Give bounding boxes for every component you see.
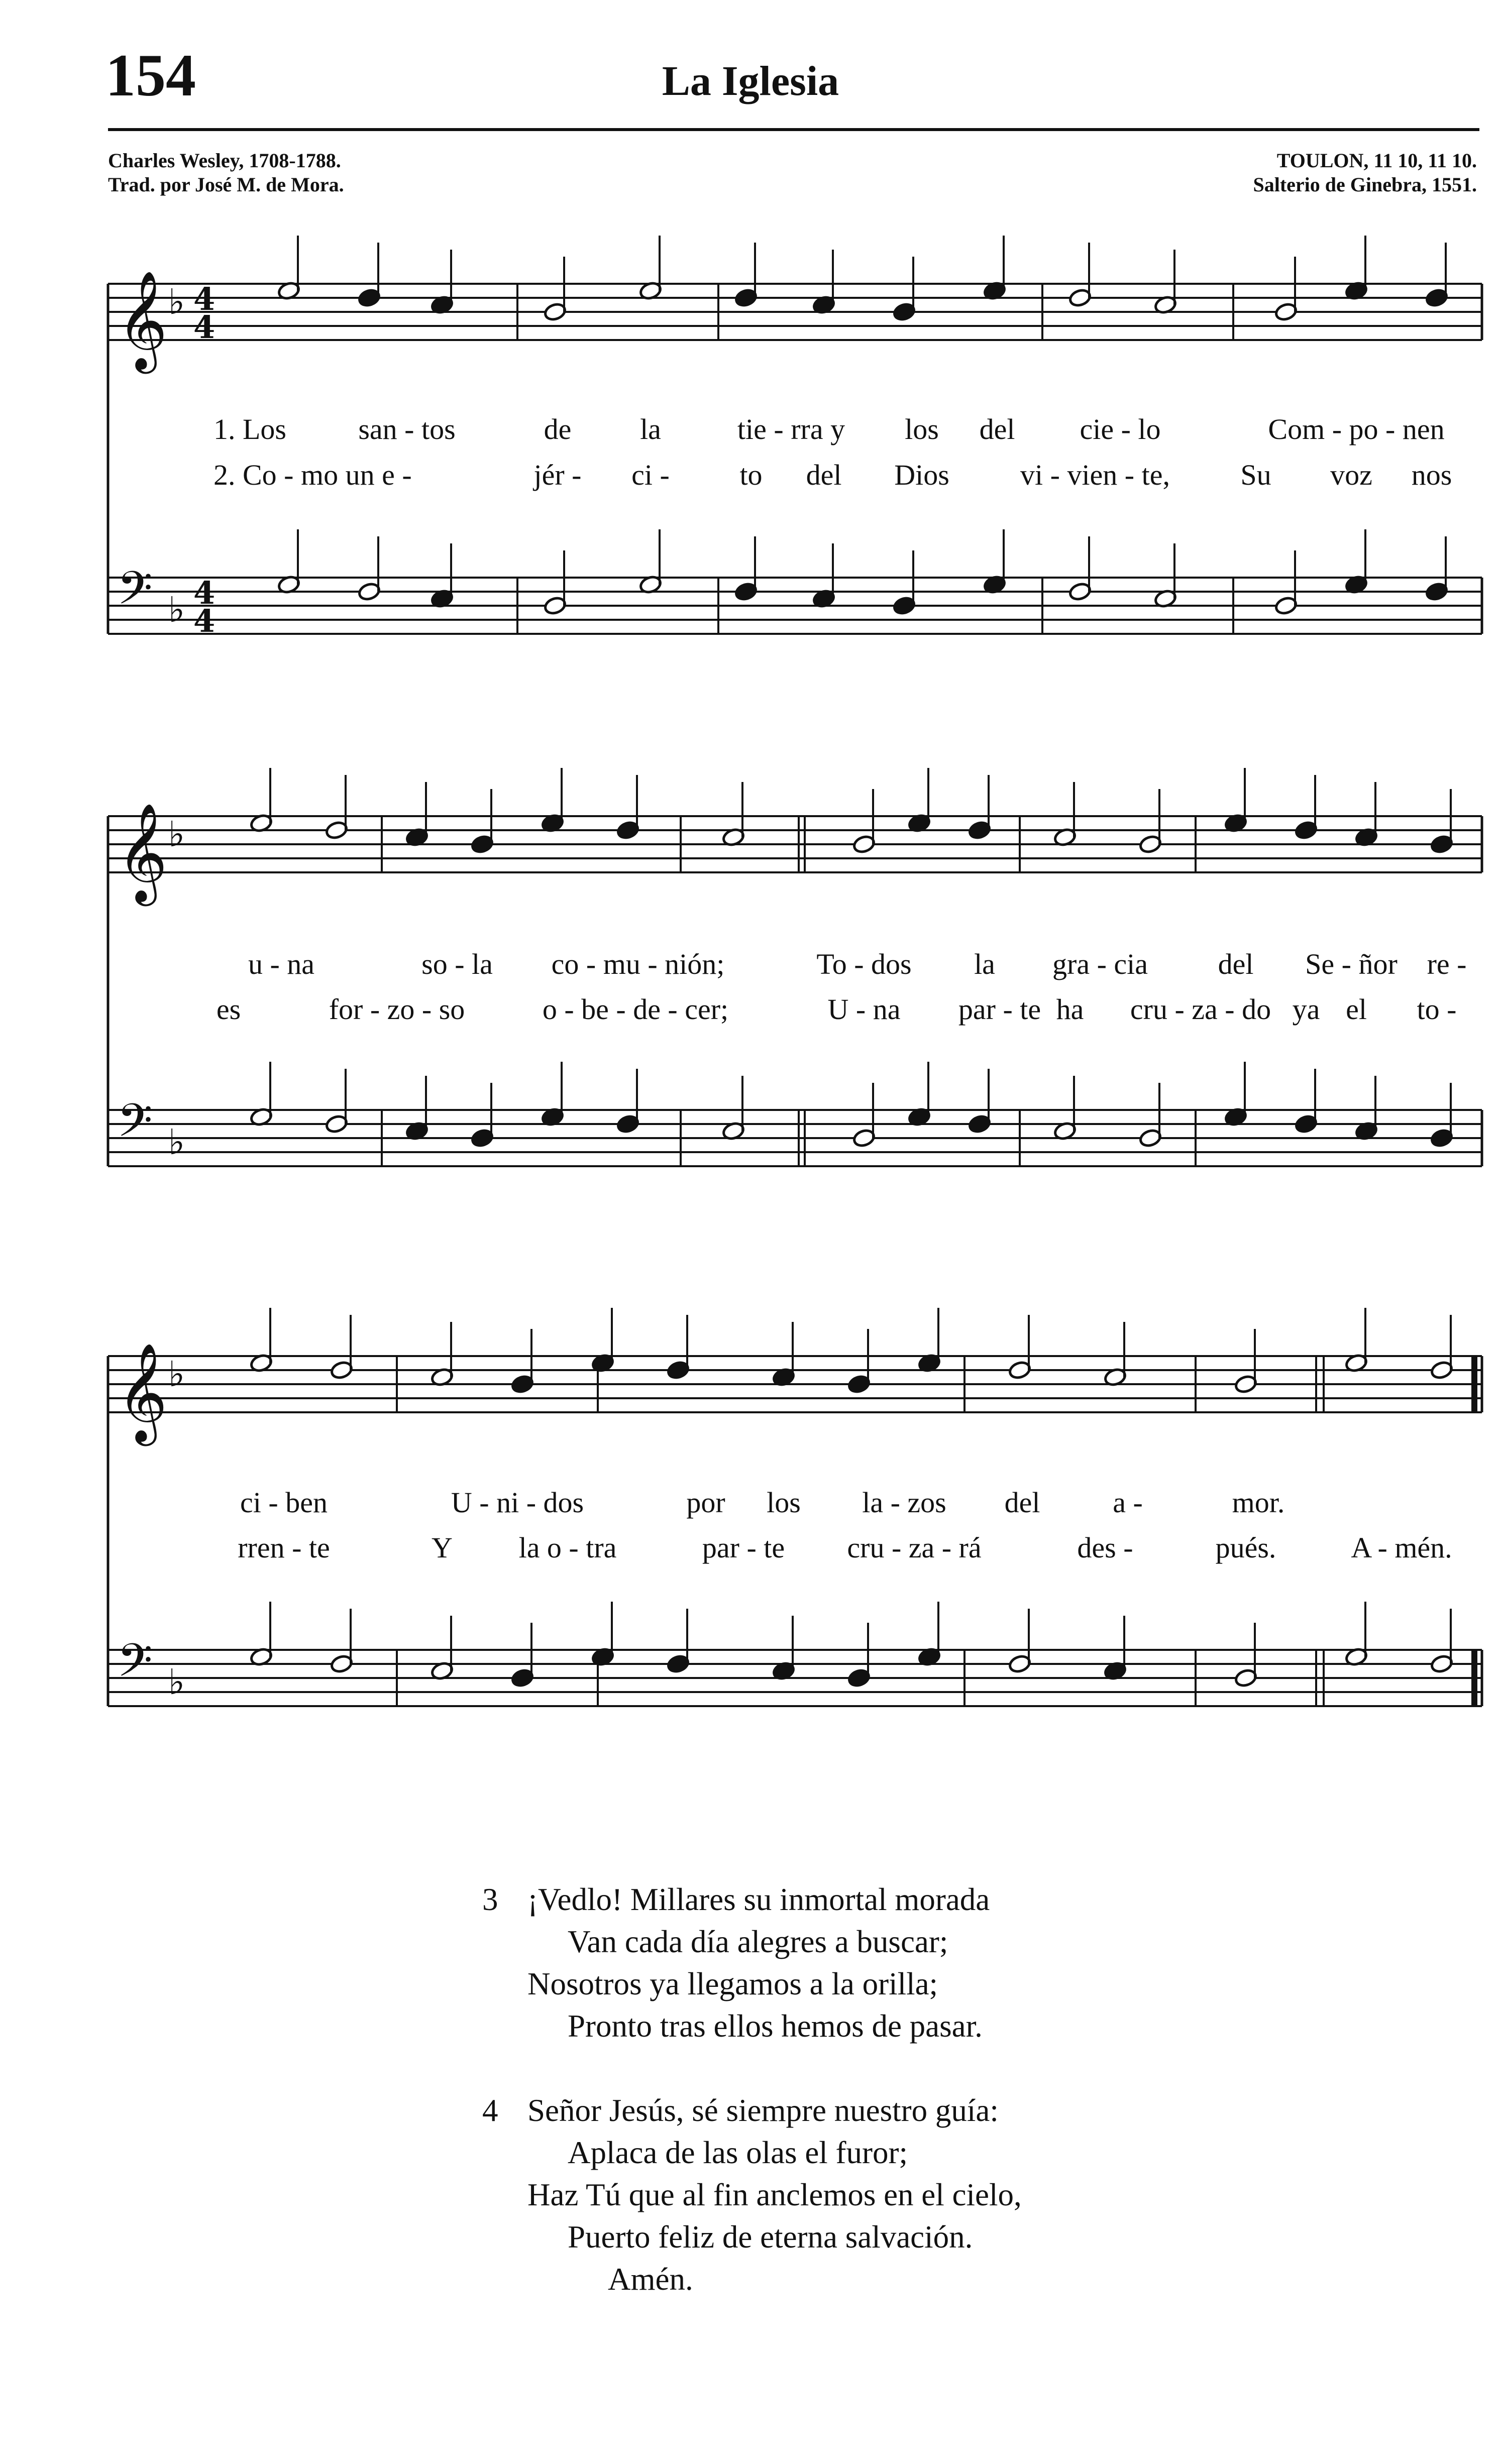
lyric-syllable: To - dos: [816, 948, 912, 980]
bass-clef: 𝄢: [117, 1094, 153, 1158]
treble-clef: 𝄞: [117, 270, 168, 370]
lyric-syllable: vi - vien - te,: [1020, 459, 1170, 491]
stanza-line: Van cada día alegres a buscar;: [568, 1924, 948, 1959]
key-signature-flat: ♭: [168, 1122, 185, 1163]
translator-credit: Trad. por José M. de Mora.: [108, 173, 344, 196]
text-author: Charles Wesley, 1708-1788.: [108, 149, 341, 172]
stanza-line: Señor Jesús, sé siempre nuestro guía:: [527, 2093, 999, 2128]
time-signature: 4: [193, 309, 216, 346]
lyric-syllable: to -: [1417, 993, 1457, 1026]
lyric-syllable: ci - ben: [240, 1486, 328, 1519]
lyric-syllable: ci -: [631, 459, 670, 491]
lyric-syllable: rren - te: [238, 1531, 330, 1564]
lyric-syllable: re -: [1427, 948, 1467, 980]
lyric-syllable: jér -: [533, 459, 582, 491]
lyric-syllable: la - zos: [862, 1486, 946, 1519]
lyric-syllable: los: [767, 1486, 801, 1519]
treble-clef: 𝄞: [117, 803, 168, 902]
lyric-syllable: del: [1218, 948, 1254, 980]
tune-source: Salterio de Ginebra, 1551.: [1253, 173, 1477, 196]
lyric-syllable: los: [905, 413, 939, 445]
lyric-syllable: for - zo - so: [329, 993, 465, 1026]
lyric-syllable: voz: [1330, 459, 1372, 491]
key-signature-flat: ♭: [168, 1661, 185, 1703]
lyric-syllable: cie - lo: [1080, 413, 1161, 445]
bass-clef: 𝄢: [117, 1634, 153, 1698]
lyric-syllable: la o - tra: [518, 1531, 617, 1564]
lyric-syllable: Dios: [894, 459, 949, 491]
lyric-syllable: des -: [1077, 1531, 1133, 1564]
lyric-syllable: nos: [1411, 459, 1452, 491]
lyric-syllable: u - na: [248, 948, 315, 980]
stanza-line: Aplaca de las olas el furor;: [568, 2135, 908, 2170]
key-signature-flat: ♭: [168, 589, 185, 630]
lyric-syllable: par - te: [702, 1531, 785, 1564]
page-number: 154: [105, 42, 196, 108]
stanza-3: [482, 1878, 1022, 2047]
stanza-line: Haz Tú que al fin anclemos en el cielo,: [527, 2177, 1022, 2212]
lyric-syllable: a -: [1113, 1486, 1143, 1519]
key-signature-flat: ♭: [168, 814, 185, 855]
treble-clef: 𝄞: [117, 1342, 168, 1442]
lyric-syllable: U - na: [827, 993, 901, 1026]
lyric-syllable: 2. Co - mo un e -: [213, 459, 412, 491]
lyric-syllable: tie - rra y: [737, 413, 845, 445]
lyric-syllable: la: [640, 413, 661, 445]
key-signature-flat: ♭: [168, 1354, 185, 1395]
lyric-syllable: o - be - de - cer;: [542, 993, 729, 1026]
lyric-syllable: pués.: [1215, 1531, 1276, 1564]
stanza-line: Pronto tras ellos hemos de pasar.: [568, 2008, 983, 2044]
stanza-number: 3: [482, 1882, 498, 1917]
lyric-syllable: mor.: [1232, 1486, 1285, 1519]
lyric-syllable: es: [216, 993, 241, 1026]
lyric-syllable: cru - za - rá: [847, 1531, 982, 1564]
lyric-syllable: Y: [432, 1531, 453, 1564]
time-signature: 4: [193, 281, 216, 317]
tune-name: TOULON, 11 10, 11 10.: [1276, 149, 1477, 172]
bass-clef: 𝄢: [117, 562, 153, 626]
lyric-syllable: U - ni - dos: [451, 1486, 584, 1519]
lyric-syllable: to: [739, 459, 763, 491]
lyric-syllable: ha: [1056, 993, 1084, 1026]
lyric-syllable: Com - po - nen: [1268, 413, 1445, 445]
lyric-syllable: 1. Los: [213, 413, 286, 445]
stanza-line: Nosotros ya llegamos a la orilla;: [527, 1966, 938, 2001]
lyric-syllable: A - mén.: [1351, 1531, 1452, 1564]
lyric-syllable: la: [974, 948, 995, 980]
stanza-amen: Amén.: [608, 2262, 693, 2297]
lyric-syllable: del: [806, 459, 842, 491]
lyric-syllable: Se - ñor: [1305, 948, 1398, 980]
additional-stanzas: [482, 1878, 1022, 2342]
lyric-syllable: cru - za - do: [1130, 993, 1271, 1026]
lyric-syllable: co - mu - nión;: [551, 948, 725, 980]
lyric-syllable: de: [544, 413, 572, 445]
key-signature-flat: ♭: [168, 281, 185, 322]
stanza-line: ¡Vedlo! Millares su inmortal morada: [527, 1882, 990, 1917]
time-signature: 4: [193, 575, 216, 611]
stanza-line: Puerto feliz de eterna salvación.: [568, 2219, 973, 2255]
lyric-syllable: so - la: [421, 948, 493, 980]
lyric-syllable: del: [1004, 1486, 1040, 1519]
time-signature: 4: [193, 603, 216, 639]
section-title: La Iglesia: [662, 58, 839, 104]
lyric-syllable: par - te: [958, 993, 1041, 1026]
lyric-syllable: del: [979, 413, 1015, 445]
stanza-number: 4: [482, 2093, 498, 2128]
stanza-4: [482, 2089, 1022, 2300]
lyric-syllable: Su: [1240, 459, 1271, 491]
lyric-syllable: por: [686, 1486, 725, 1519]
lyric-syllable: gra - cia: [1052, 948, 1148, 980]
lyric-syllable: san - tos: [358, 413, 456, 445]
lyric-syllable: ya: [1292, 993, 1320, 1026]
lyric-syllable: el: [1346, 993, 1367, 1026]
